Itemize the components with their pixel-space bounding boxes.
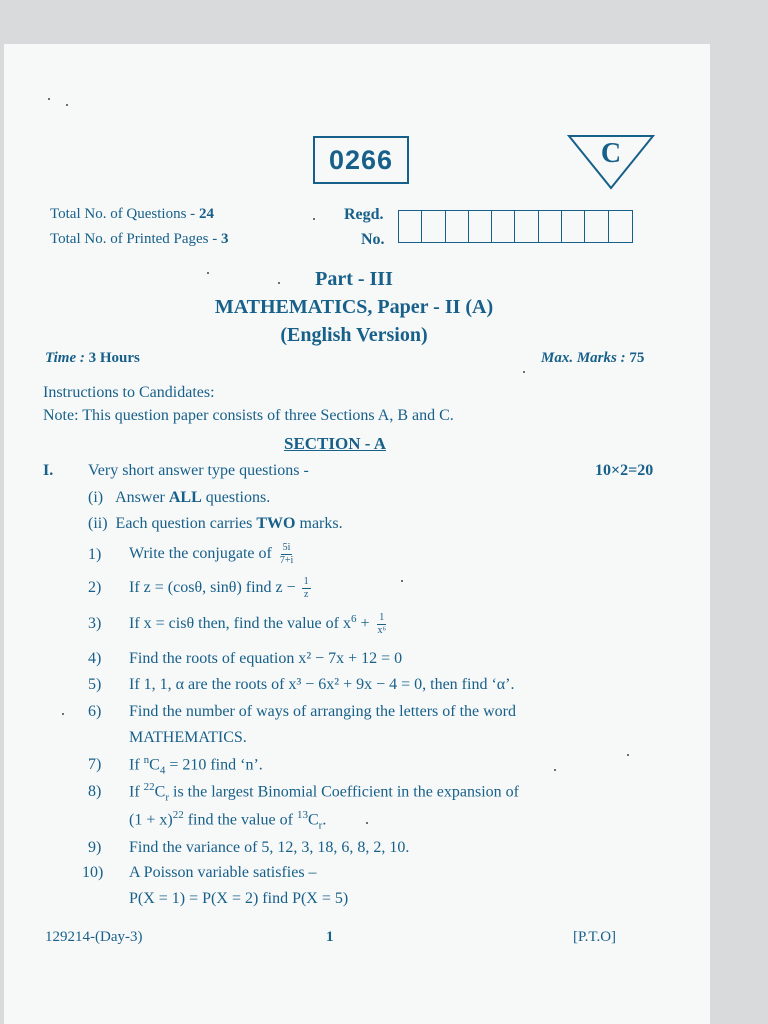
page-number: 1: [326, 929, 334, 945]
scan-speck: [366, 822, 368, 824]
footer-code: 129214-(Day-3): [45, 929, 143, 945]
scan-speck: [207, 272, 209, 274]
question-number: 2): [88, 579, 102, 596]
subscript: r: [318, 819, 323, 832]
question-text: Write the conjugate of: [129, 545, 276, 563]
question-text: is the largest Binomial Coefficient in the expansion of: [169, 783, 520, 801]
part-heading: Part - III: [315, 268, 393, 290]
total-questions-value: 24: [198, 206, 214, 222]
max-marks-label: Max. Marks :: [541, 350, 630, 366]
instructions-heading: Instructions to Candidates:: [43, 384, 215, 401]
set-code: C: [600, 138, 622, 169]
exponent: 22: [172, 809, 184, 821]
instruction-number: (ii): [88, 515, 108, 532]
regd-cell: [609, 211, 632, 242]
fraction-numerator: 1: [379, 612, 385, 623]
max-marks-line: [541, 350, 644, 367]
regd-label: Regd.: [344, 206, 384, 223]
regd-cell: [562, 211, 585, 242]
question-number: 1): [88, 546, 102, 563]
fraction: [278, 542, 295, 567]
instruction-item-2: [88, 515, 343, 533]
question-10: A Poisson variable satisfies –: [129, 864, 317, 881]
scan-speck: [62, 713, 64, 715]
question-type-text: Very short answer type questions -: [88, 462, 309, 479]
fraction-denominator: x⁶: [377, 625, 386, 636]
total-pages-label: Total No. of Printed Pages -: [50, 231, 222, 247]
question-number: 9): [88, 839, 102, 856]
question-number: 6): [88, 703, 102, 720]
max-marks-value: 75: [629, 350, 645, 366]
question-text: If z = (cosθ, sinθ) find z −: [129, 579, 300, 597]
question-text: (1 + x): [129, 811, 173, 829]
question-text: +: [356, 615, 374, 633]
regd-cell: [515, 211, 538, 242]
question-group-number: I.: [43, 462, 54, 479]
question-text: C: [149, 756, 160, 774]
registration-number-grid: [398, 210, 633, 243]
regd-cell: [585, 211, 608, 242]
time-label: Time :: [45, 350, 89, 366]
subject-heading: MATHEMATICS, Paper - II (A): [214, 296, 494, 318]
fraction-denominator: z: [303, 589, 309, 600]
scan-speck: [313, 218, 315, 220]
question-number: 10): [82, 864, 104, 881]
instruction-emphasis: TWO: [256, 515, 296, 532]
question-8: [129, 781, 519, 804]
total-questions-label: Total No. of Questions -: [50, 206, 199, 222]
question-text: = 210 find ‘n’.: [165, 756, 263, 774]
regd-cell: [469, 211, 492, 242]
superscript: 13: [296, 809, 308, 821]
fraction-numerator: 5i: [282, 542, 291, 553]
question-text: find the value of: [183, 811, 297, 829]
total-pages: [50, 231, 229, 248]
time-line: [45, 350, 140, 367]
question-4: Find the roots of equation x² − 7x + 12 = 0: [129, 650, 403, 667]
fraction: [376, 612, 389, 637]
scan-speck: [48, 98, 50, 100]
exponent: 6: [350, 612, 357, 625]
question-number: 7): [88, 756, 102, 773]
question-text: If: [129, 756, 144, 774]
scan-speck: [627, 754, 629, 756]
scan-speck: [523, 371, 525, 373]
instruction-text: marks.: [295, 515, 343, 532]
no-label: No.: [361, 231, 385, 248]
question-2: [129, 576, 313, 601]
subscript: 4: [159, 764, 166, 777]
total-questions: [50, 206, 214, 223]
section-heading: SECTION - A: [283, 434, 387, 453]
paper-code: 0266: [328, 144, 394, 175]
subscript: r: [165, 791, 169, 804]
question-3: [129, 612, 390, 637]
question-number: 5): [88, 676, 102, 693]
time-value: 3 Hours: [88, 350, 140, 366]
question-text: C: [154, 783, 166, 801]
paper-code-box: [313, 136, 409, 184]
question-9: Find the variance of 5, 12, 3, 18, 6, 8, 2, 10.: [129, 839, 410, 856]
pto-label: [P.T.O]: [573, 929, 617, 945]
regd-cell: [492, 211, 515, 242]
question-1: [129, 542, 297, 567]
fraction-denominator: 7+i: [279, 555, 294, 566]
instruction-emphasis: ALL: [168, 489, 202, 506]
question-number: 8): [88, 783, 102, 800]
question-7: [129, 754, 263, 777]
question-6: Find the number of ways of arranging the letters of the word: [129, 703, 517, 720]
question-text: If x = cisθ then, find the value of x: [129, 615, 351, 633]
scan-speck: [401, 580, 403, 582]
instruction-text: Answer: [115, 489, 169, 506]
total-pages-value: 3: [221, 231, 229, 247]
question-6-continued: MATHEMATICS.: [129, 729, 247, 746]
instruction-text: questions.: [201, 489, 271, 506]
question-10-continued: P(X = 1) = P(X = 2) find P(X = 5): [129, 890, 349, 907]
version-heading: (English Version): [280, 324, 428, 346]
question-text: .: [322, 811, 327, 829]
question-text: C: [307, 811, 319, 829]
scan-speck: [554, 769, 556, 771]
superscript: n: [143, 754, 150, 766]
question-5: If 1, 1, α are the roots of x³ − 6x² + 9x − 4 = 0, then find ‘α’.: [129, 676, 515, 693]
scan-speck: [66, 104, 68, 106]
fraction-numerator: 1: [303, 576, 309, 587]
instruction-item-1: [88, 489, 270, 507]
question-number: 3): [88, 615, 102, 632]
fraction: [302, 576, 311, 601]
regd-cell: [422, 211, 445, 242]
regd-cell: [446, 211, 469, 242]
instruction-text: Each question carries: [115, 515, 257, 532]
question-number: 4): [88, 650, 102, 667]
scan-speck: [278, 282, 280, 284]
note-text: Note: This question paper consists of three Sections A, B and C.: [43, 407, 454, 424]
instruction-number: (i): [88, 489, 104, 506]
regd-cell: [399, 211, 422, 242]
question-8-continued: [129, 809, 326, 832]
question-text: If: [129, 783, 144, 801]
marks-scheme: 10×2=20: [595, 462, 654, 479]
regd-cell: [539, 211, 562, 242]
superscript: 22: [143, 781, 155, 793]
